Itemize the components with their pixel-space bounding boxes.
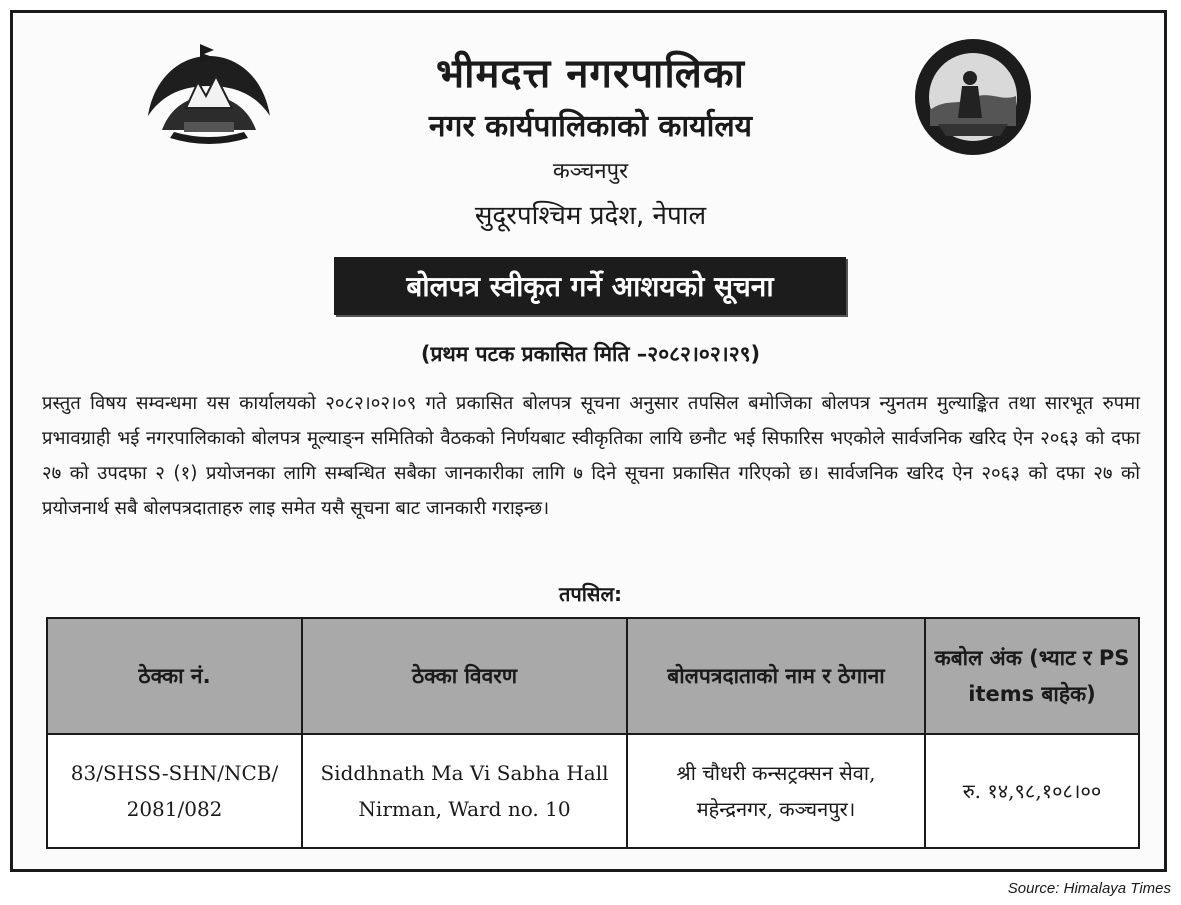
notice-title: बोलपत्र स्वीकृत गर्ने आशयको सूचना — [334, 257, 846, 315]
header-bidder: बोलपत्रदाताको नाम र ठेगाना — [627, 618, 925, 734]
notice-body: प्रस्तुत विषय सम्वन्धमा यस कार्यालयको २०८२।०२।०९ गते प्रकासित बोलपत्र सूचना अनुसार तपसिल बमोजिका बोलपत्र न्युनतम मुल्याङ्कित तथा सारभूत रुपमा प्रभावग्राही भई नगरपालिकाको बोलपत्र मूल्याङ्न समितिको वैठकको निर्णयबाट स्वीकृतिका लायि छनौट भई सिफारिस भएकोले सार्वजनिक खरिद ऐन २०६३ को दफा २७ को उपदफा २ (१) प्रयोजनका लागि सम्बन्धित सबैका जानकारीका लागि ७ दिने सूचना प्रकासित गरिएको छ। सार्वजनिक खरिद ऐन २०६३ को दफा २७ को प्रयोजनार्थ सबै बोलपत्रदाताहरु लाइ समेत यसै सूचना बाट जानकारी गराइन्छ। — [42, 393, 1140, 519]
publication-date: (प्रथम पटक प्रकासित मिति –२०८२।०२।२९) — [420, 342, 761, 366]
province-name: सुदूरपश्चिम प्रदेश, नेपाल — [474, 201, 707, 231]
district-name: कञ्चनपुर — [552, 159, 629, 184]
source-credit: Source: Himalaya Times — [1007, 880, 1171, 897]
table-row — [47, 734, 1139, 848]
header-description: ठेक्का विवरण — [302, 618, 627, 734]
municipality-name: भीमदत्त नगरपालिका — [436, 51, 745, 97]
table-header-row — [47, 618, 1139, 734]
cell-contract-no: 83/SHSS-SHN/NCB/ 2081/082 — [47, 734, 302, 848]
cell-amount: रु. १४,९८,१०८।०० — [925, 734, 1139, 848]
header-contract-no: ठेक्का नं. — [47, 618, 302, 734]
schedule-label: तपसिल: — [558, 582, 623, 606]
header-amount: कबोल अंक (भ्याट र PS items बाहेक) — [925, 618, 1139, 734]
bid-table — [46, 617, 1140, 849]
cell-bidder: श्री चौधरी कन्सट्रक्सन सेवा, महेन्द्रनगर, कञ्चनपुर। — [627, 734, 925, 848]
office-name: नगर कार्यपालिकाको कार्यालय — [428, 109, 753, 144]
cell-description: Siddhnath Ma Vi Sabha Hall Nirman, Ward no. 10 — [302, 734, 627, 848]
